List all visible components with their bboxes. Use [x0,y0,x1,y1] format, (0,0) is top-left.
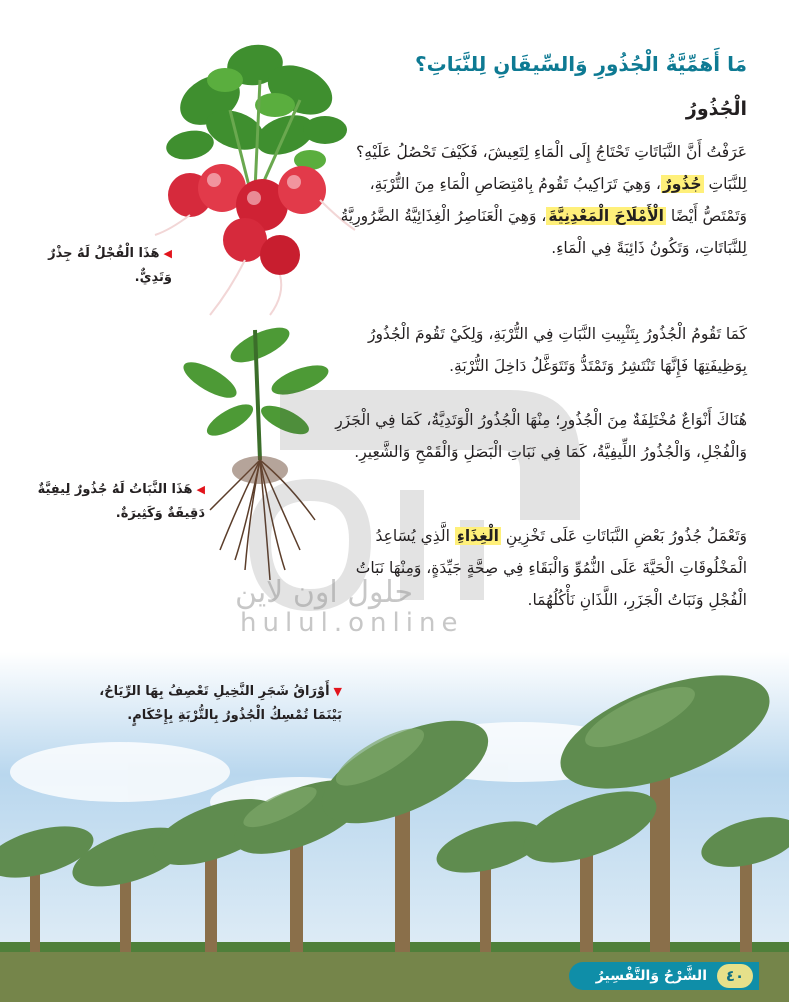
paragraph-root-types: هُنَاكَ أَنْوَاعٌ مُخْتَلِفَةٌ مِنَ الْجُذُورِ؛ مِنْهَا الْجُذُورُ الْوَتَدِيَّةُ، كَمَا فِي الْجَزَرِ وَالْفُجْلِ، وَالْجُذُورُ اللِّيفِيَّةُ، كَمَا فِي نَبَاتِ الْبَصَلِ وَالْقَمْحِ وَالشَّعِيرِ. [335,411,747,461]
page-title: مَا أَهَمِّيَّةُ الْجُذُورِ وَالسِّيقَانِ لِلنَّبَاتِ؟ [415,52,747,76]
key-term-mineral-salts: الْأَمْلَاحَ الْمَعْدِنِيَّةَ [548,207,664,225]
caption-marker-icon: ◀ [196,483,205,496]
watermark-latin-text: hulul.online [240,608,464,638]
key-term-roots: جُذُورٌ [662,175,702,193]
paragraph-food-storage [327,520,747,616]
caption-radish [22,242,172,290]
page-number: ٤٠ [717,964,753,988]
paragraph-roots-water [327,136,747,264]
paragraph-text: الَّذِي يُسَاعِدُ الْمَخْلُوقَاتِ الْحَيَّةَ عَلَى النُّمُوِّ وَالْبَقَاءِ فِي صِحَّةٍ جَيِّدَةٍ، وَمِنْهَا نَبَاتُ الْفُجْلِ وَنَبَاتُ الْجَزَرِ، اللَّذَانِ نَأْكُلُهُمَا. [355,527,747,609]
caption-fibrous-roots [20,478,205,526]
section-heading: الْجُذُورُ [685,98,747,120]
caption-text: أَوْرَاقُ شَجَرِ النَّخِيلِ تَعْصِفُ بِهَا الرِّيَاحُ، بَيْنَمَا تُمْسِكُ الْجُذُورُ بِالتُّرْبَةِ بِإِحْكَامٍ. [99,684,342,723]
paragraph-text: ، وَهِيَ تَرَاكِيبُ تَقُومُ بِامْتِصَاصِ الْمَاءِ مِنَ التُّرْبَةِ، وَتَمْتَصُّ أَيْضًا [369,175,747,225]
paragraph-anchoring: كَمَا تَقُومُ الْجُذُورُ بِتَثْبِيتِ النَّبَاتِ فِي التُّرْبَةِ، وَلِكَيْ تَقُومَ الْجُذُورُ بِوَظِيفَتِهَا فَإِنَّهَا تَنْتَشِرُ وَتَمْتَدُّ وَتَتَوَغَّلُ دَاخِلَ التُّرْبَةِ. [367,325,747,375]
watermark-arabic-text: حلول اون لاين [235,575,413,610]
key-term-food: الْغِذَاءِ [456,527,499,545]
paragraph-text: وَتَعْمَلُ جُذُورُ بَعْضِ النَّبَاتَاتِ عَلَى تَخْزِينِ [500,527,747,545]
caption-palm-trees [92,680,342,728]
caption-marker-icon: ◀ [163,247,172,260]
caption-marker-icon: ▼ [333,685,342,698]
caption-text: هَذَا الْفُجْلُ لَهُ جِذْرٌ وَتَدِيٌّ. [48,246,172,285]
caption-text: هَذَا النَّبَاتُ لَهُ جُذُورٌ لِيفِيَّةٌ دَقِيقَةٌ وَكَثِيرَةٌ. [37,482,205,521]
paragraph-text: عَرَفْتُ أَنَّ النَّبَاتَاتِ تَحْتَاجُ إِلَى الْمَاءِ لِتَعِيشَ، فَكَيْفَ تَحْصُلُ عَلَيْهِ؟ لِلنَّبَاتِ [356,143,747,193]
page-footer-tab [569,962,759,990]
footer-section-label: الشَّرْحُ وَالتَّفْسِيرُ [595,968,707,984]
paragraph-text: ، وَهِيَ الْعَنَاصِرُ الْغِذَائِيَّةُ الضَّرُورِيَّةُ لِلنَّبَاتَاتِ، وَتَكُونُ ذَائِبَةً فِي الْمَاءِ. [340,207,747,257]
